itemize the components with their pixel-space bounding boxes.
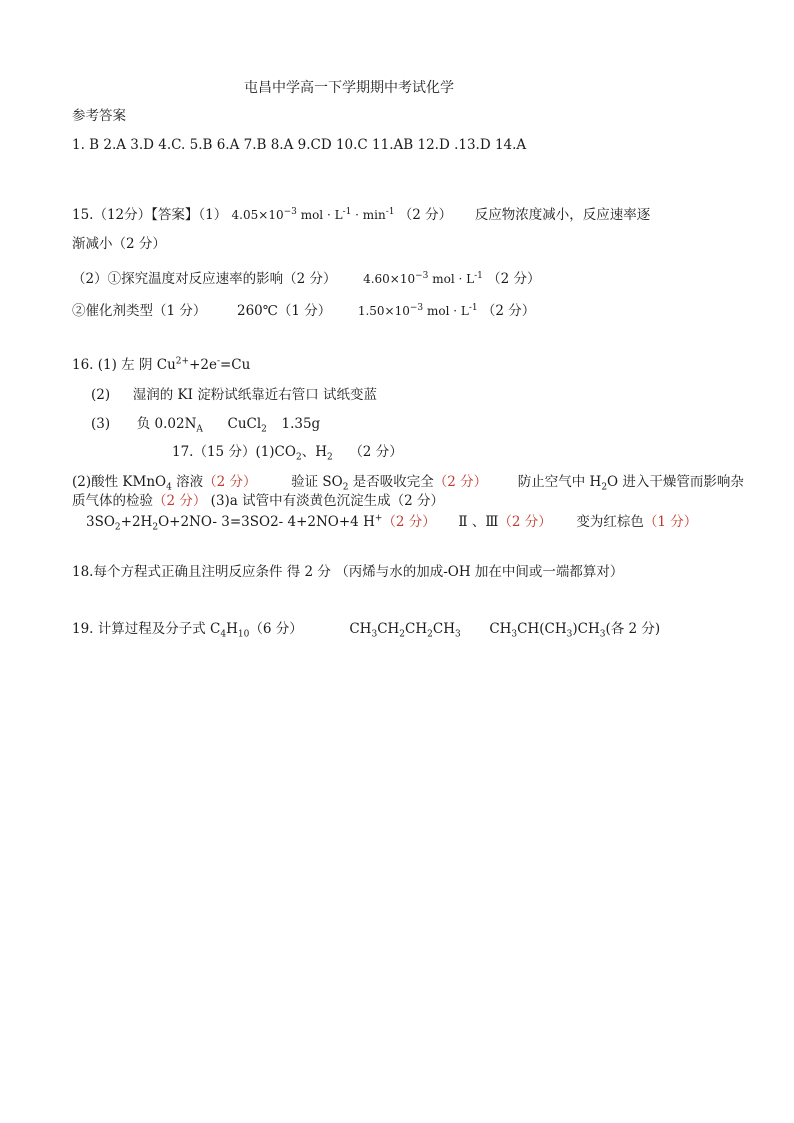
q16-line1: 16. (1) 左 阴 $Cu^{2+}+2e^-=Cu$ (72, 356, 251, 373)
q15-rate3: $1.50\times 10^{-3}$ mol · $L^{-1}$ (357, 303, 478, 318)
q15-part3: ②催化剂类型（1 分） (72, 303, 207, 319)
q15-temp: 260℃（1 分） (236, 303, 332, 319)
q15-rate1: $4.05\times 10^{-3}$ mol · $L^{-1} \cdot \min^{-1}$ (231, 207, 395, 222)
q17-line3: 质气体的检验（2 分） (3)a 试管中有淡黄色沉淀生成（2 分） (72, 493, 445, 509)
q15-number: 15.（12分）【答案】（1） (72, 207, 228, 223)
document-title: 屯昌中学高一下学期期中考试化学 (244, 80, 454, 96)
q19-butane: $CH_3CH_2CH_2CH_3$ (349, 621, 461, 640)
q15-points1: （2 分） (398, 207, 453, 223)
q15-line1-cont: 渐减小（2 分） (72, 236, 166, 252)
q17-line4: $3SO_2+2H_2O+2NO-$ 3=3SO2- 4+2NO+4 H+（2 分） Ⅱ 、Ⅲ（2 分） 变为红棕色（1 分） (86, 513, 698, 533)
q15-line1 (72, 206, 650, 224)
q16-line2: (2) 湿润的 KI 淀粉试纸靠近右管口 试纸变蓝 (91, 387, 378, 403)
q15-answer1b: 反应物浓度减小，反应速率逐 (474, 207, 651, 223)
q15-points2: （2 分） (487, 271, 541, 287)
answers-1-14: 1. B 2.A 3.D 4.C. 5.B 6.A 7.B 8.A 9.CD 10.C 11.AB 12.D .13.D 14.A (72, 137, 527, 153)
q15-line3 (72, 302, 535, 320)
q17-line2: (2)酸性 KMnO$_4$ 溶液（2 分） 验证 $SO_2$ 是否吸收完全（2 分） 防止空气中 $H_2O$ 进入干燥管而影响杂 (72, 474, 744, 493)
q15-part2: （2）①探究温度对反应速率的影响（2 分） (72, 271, 337, 287)
q18-line: 18.每个方程式正确且注明反应条件 得 2 分 （丙烯与水的加成-OH 加在中间或一端都算对） (72, 564, 624, 580)
q16-line3: (3) 负 $0.02N_A$ CuCl$_2$ 1.35g (91, 416, 321, 435)
q15-points3: （2 分） (481, 303, 536, 319)
q15-line2 (72, 270, 541, 288)
answer-heading: 参考答案 (72, 108, 126, 124)
q19-isobutane: $CH_3CH(CH_3)CH_3$(各 2 分) (489, 621, 661, 640)
q17-line1: 17.（15 分）$(1)CO_2$、$H_2$ （2 分） (172, 444, 403, 463)
q15-rate2: $4.60\times 10^{-3}$ mol · $L^{-1}$ (363, 271, 483, 286)
q19-line: 19. 计算过程及分子式 $C_4H_{10}(6$ 分） $CH_3CH_2CH_2CH_3$ $CH_3CH(CH_3)CH_3$(各 2 分) (72, 621, 661, 640)
